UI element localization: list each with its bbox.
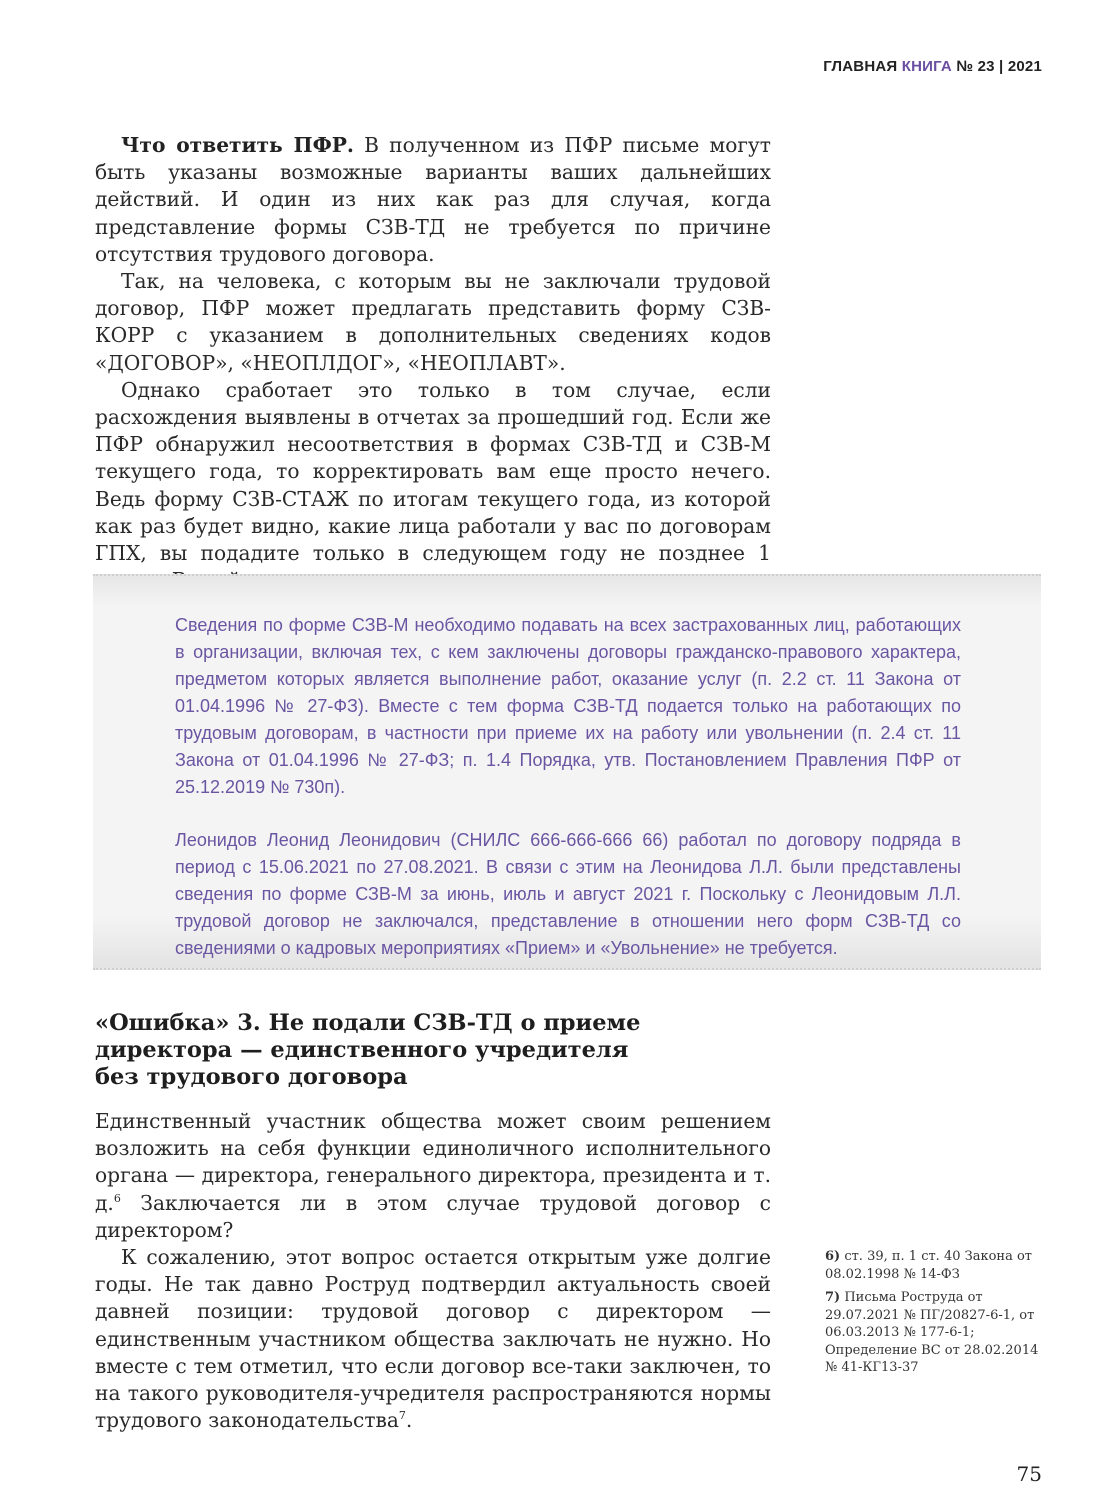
callout-paragraph: Сведения по форме СЗВ-М необходимо подавать на всех застрахованных лиц, работающих в организации, включая тех, с кем заключены договоры гражданско-правового характера, предметом которых является выполнение работ, оказание услуг (п. 2.2 ст. 11 Закона от 01.04.1996 № 27-ФЗ). Вместе с тем форма СЗВ-ТД подается только на работающих по трудовым договорам, в частности при приеме их на работу или увольнении (п. 2.4 ст. 11 Закона от 01.04.1996 № 27-ФЗ; п. 1.4 Порядка, утв. Постановлением Правления ПФР от 25.12.2019 № 730п). <box>175 615 961 797</box>
paragraph: К сожалению, этот вопрос остается открытым уже долгие годы. Не так давно Роструд подтвердил актуальность своей давней позиции: трудовой договор с директором — единственным участником общества заключать не нужно. Но вместе с тем отметил, что если договор все-таки заключен, то на такого руководителя-учредителя распространяются нормы трудового законодательства$^7$. <box>95 1245 771 1433</box>
header-issue: № 23 | 2021 <box>956 58 1042 75</box>
paragraph: Так, на человека, с которым вы не заключали трудовой договор, ПФР может предлагать представить форму СЗВ-КОРР с указанием в дополнительных сведениях кодов «ДОГОВОР», «НЕОПЛДОГ», «НЕОПЛАВТ». <box>95 269 771 375</box>
paragraph: Что ответить ПФР. В полученном из ПФР письме могут быть указаны возможные варианты ваших дальнейших действий. И один из них как раз для случая, когда представление формы СЗВ-ТД не требуется по причине отсутствия трудового договора. <box>95 133 771 266</box>
callout-paragraph: Леонидов Леонид Леонидович (СНИЛС 666-666-666 66) работал по договору подряда в период с 15.06.2021 по 27.08.2021. В связи с этим на Леонидова Л.Л. были представлены сведения по форме СЗВ-М за июнь, июль и август 2021 г. Поскольку с Леонидовым Л.Л. трудовой договор не заключался, представление в отношении него форм СЗВ-ТД со сведениями о кадровых мероприятиях «Прием» и «Увольнение» не требуется. <box>175 830 961 958</box>
lead-in: Что ответить ПФР. <box>121 133 354 157</box>
section-heading: «Ошибка» 3. Не подали СЗВ-ТД о приеме директора — единственного учредителя без трудового договора <box>95 1010 641 1090</box>
section-director-founder <box>95 1108 771 1434</box>
example-callout-box <box>93 574 1041 970</box>
footnote: 6) ст. 39, п. 1 ст. 40 Закона от 08.02.1998 № 14-ФЗ <box>825 1249 1032 1282</box>
header-magazine-title-accent: КНИГА <box>901 58 952 75</box>
running-header <box>823 58 1042 75</box>
paragraph: Единственный участник общества может своим решением возложить на себя функции единоличного исполнительного органа — директора, генерального директора, президента и т. д.$^6$ Заключается ли в этом случае трудовой договор с директором? <box>95 1109 771 1242</box>
footnote: 7) Письма Роструда от 29.07.2021 № ПГ/20827-6-1, от 06.03.2013 № 177-6-1; Определение ВС от 28.02.2014 № 41-КГ13-37 <box>825 1290 1039 1375</box>
paragraph: Однако сработает это только в том случае, если расхождения выявлены в отчетах за прошедший год. Если же ПФР обнаружил несоответствия в формах СЗВ-ТД и СЗВ-М текущего года, то корректировать вам еще просто нечего. Ведь форму СЗВ-СТАЖ по итогам текущего года, из которой как раз будет видно, какие лица работали у вас по договорам ГПХ, вы подадите только в следующем году не позднее 1 <box>95 377 771 566</box>
sidebar-footnotes <box>825 1248 1045 1383</box>
header-magazine-title: ГЛАВНАЯ <box>823 58 898 75</box>
callout-text <box>175 612 961 988</box>
page-number: 75 <box>1016 1462 1042 1486</box>
footnote-ref[interactable]: 6 <box>113 1191 121 1205</box>
section-pfr-answer <box>95 132 771 594</box>
footnote-ref[interactable]: 7 <box>398 1409 406 1423</box>
